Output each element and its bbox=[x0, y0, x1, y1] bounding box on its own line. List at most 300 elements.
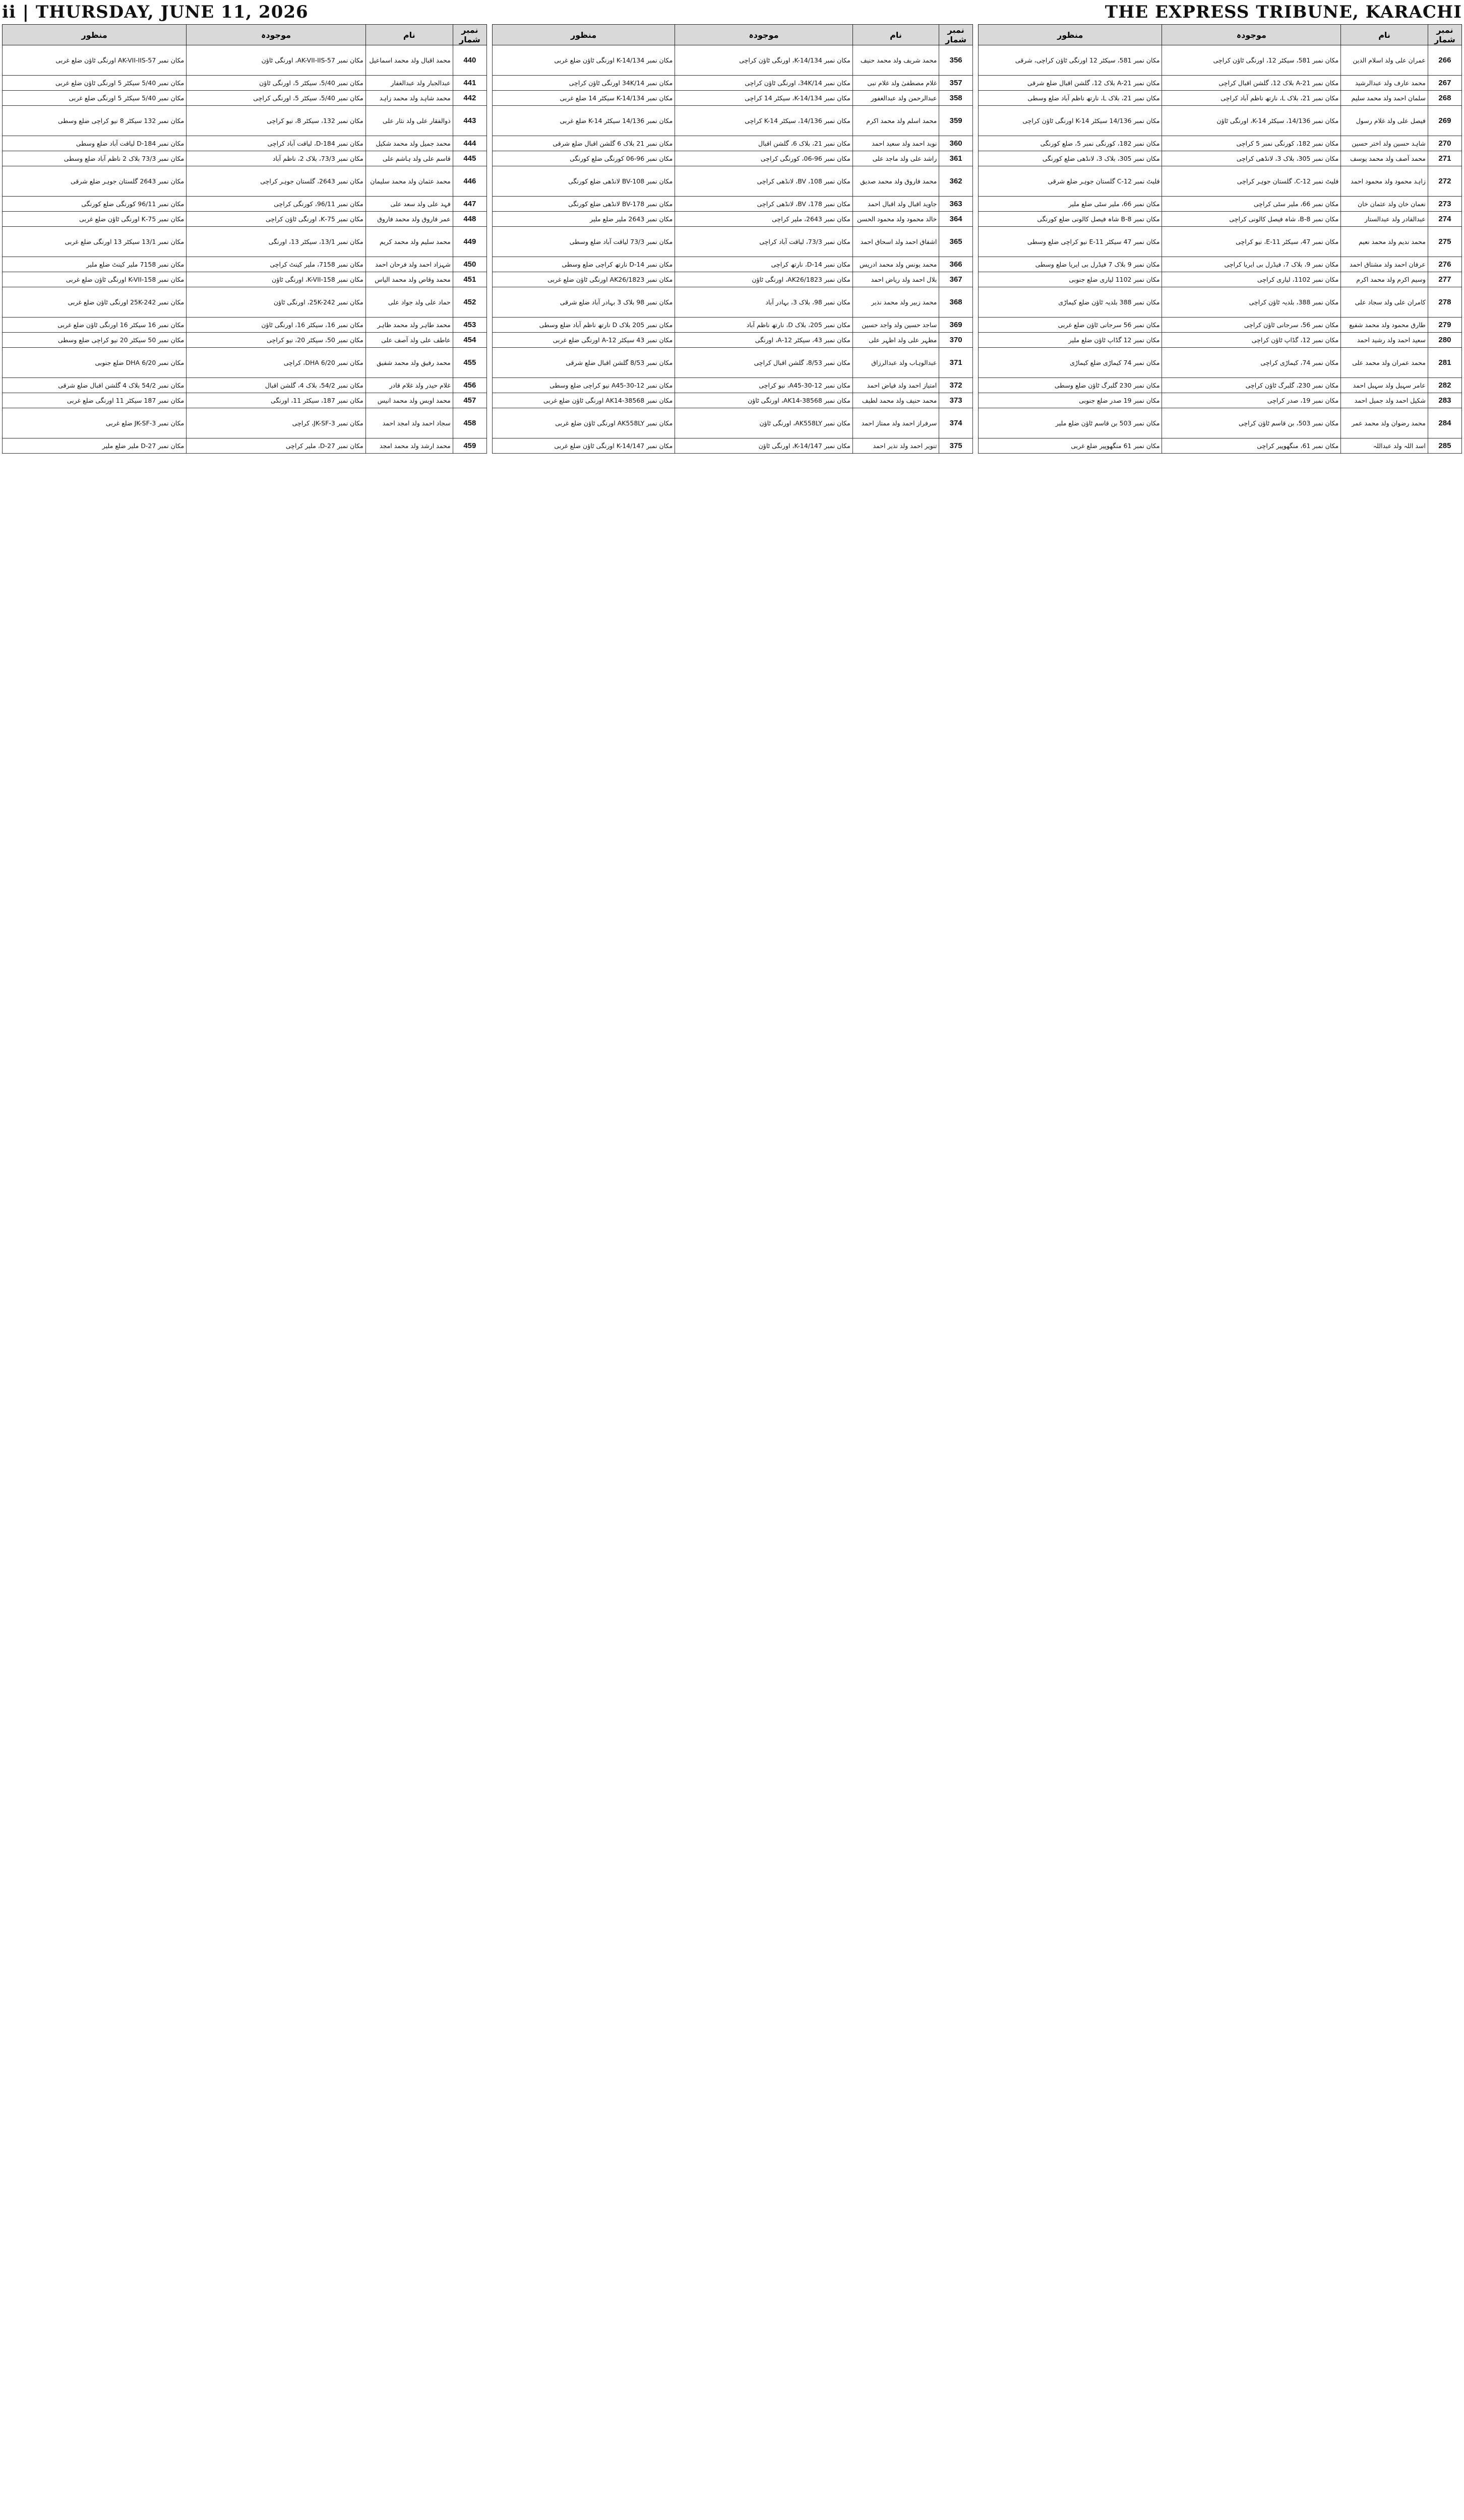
table-row bbox=[3, 45, 487, 76]
serial-cell: 270 bbox=[1428, 136, 1461, 151]
property-cell: مکان نمبر 182، کورنگی نمبر 5 کراچی bbox=[1162, 136, 1341, 151]
detail-cell: مکان نمبر 3-JK-SF ضلع غربی bbox=[3, 408, 187, 438]
detail-cell: مکان نمبر 13/1 سیکٹر 13 اورنگی ضلع غربی bbox=[3, 227, 187, 257]
detail-cell: مکان نمبر 50 سیکٹر 20 نیو کراچی ضلع وسطی bbox=[3, 333, 187, 348]
detail-cell: مکان نمبر 27-D ملیر ضلع ملیر bbox=[3, 438, 187, 454]
detail-cell: مکان نمبر 73/3 لیاقت آباد ضلع وسطی bbox=[493, 227, 675, 257]
property-cell: مکان نمبر 13/1، سیکٹر 13، اورنگی bbox=[187, 227, 366, 257]
detail-cell: مکان نمبر 5/40 سیکٹر 5 اورنگی ضلع غربی bbox=[3, 91, 187, 106]
table-column-middle bbox=[492, 24, 973, 2520]
name-cell: محمد رفیق ولد محمد شفیق bbox=[365, 348, 453, 378]
table-row bbox=[3, 106, 487, 136]
name-cell: غلام مصطفیٰ ولد غلام نبی bbox=[852, 76, 939, 91]
table-row bbox=[493, 378, 973, 393]
detail-cell: مکان نمبر 8/53 گلشن اقبال ضلع شرقی bbox=[493, 348, 675, 378]
name-cell: محمد طاہر ولد محمد ظاہر bbox=[365, 318, 453, 333]
detail-cell: مکان نمبر 12-A45-30 نیو کراچی ضلع وسطی bbox=[493, 378, 675, 393]
table-column-left bbox=[2, 24, 487, 2520]
property-cell: مکان نمبر 56، سرجانی ٹاؤن کراچی bbox=[1162, 318, 1341, 333]
table-row bbox=[493, 318, 973, 333]
detail-cell: مکان نمبر K-14/134 اورنگی ٹاؤن ضلع غربی bbox=[493, 45, 675, 76]
table-row bbox=[979, 348, 1462, 378]
property-cell: مکان نمبر B-8، شاہ فیصل کالونی کراچی bbox=[1162, 212, 1341, 227]
serial-cell: 285 bbox=[1428, 438, 1461, 454]
table-row bbox=[979, 257, 1462, 272]
property-cell: مکان نمبر 54/2، بلاک 4، گلشن اقبال bbox=[187, 378, 366, 393]
name-cell: نعمان خان ولد عثمان خان bbox=[1341, 197, 1428, 212]
serial-cell: 364 bbox=[939, 212, 973, 227]
serial-cell: 368 bbox=[939, 287, 973, 318]
table-row bbox=[3, 272, 487, 287]
detail-cell: مکان نمبر D-14 نارتھ کراچی ضلع وسطی bbox=[493, 257, 675, 272]
detail-cell: مکان نمبر K-14/147 اورنگی ٹاؤن ضلع غربی bbox=[493, 438, 675, 454]
name-cell: عرفان احمد ولد مشتاق احمد bbox=[1341, 257, 1428, 272]
property-cell: مکان نمبر 66، ملیر سٹی کراچی bbox=[1162, 197, 1341, 212]
name-cell: تنویر احمد ولد نذیر احمد bbox=[852, 438, 939, 454]
detail-cell: مکان نمبر 19 صدر ضلع جنوبی bbox=[979, 393, 1162, 408]
name-cell: محمد یونس ولد محمد ادریس bbox=[852, 257, 939, 272]
name-cell: سلمان احمد ولد محمد سلیم bbox=[1341, 91, 1428, 106]
serial-cell: 373 bbox=[939, 393, 973, 408]
detail-cell: مکان نمبر 56 سرجانی ٹاؤن ضلع غربی bbox=[979, 318, 1162, 333]
table-row bbox=[493, 76, 973, 91]
name-cell: محمد شاہد ولد محمد زاہد bbox=[365, 91, 453, 106]
name-cell: خالد محمود ولد محمود الحسن bbox=[852, 212, 939, 227]
property-cell: مکان نمبر 12، گڈاپ ٹاؤن کراچی bbox=[1162, 333, 1341, 348]
table-row bbox=[493, 272, 973, 287]
serial-cell: 455 bbox=[453, 348, 486, 378]
serial-cell: 447 bbox=[453, 197, 486, 212]
name-cell: عمران علی ولد اسلام الدین bbox=[1341, 45, 1428, 76]
property-cell: مکان نمبر 388، بلدیہ ٹاؤن کراچی bbox=[1162, 287, 1341, 318]
property-cell: مکان نمبر AK26/1823، اورنگی ٹاؤن bbox=[675, 272, 853, 287]
table-row bbox=[3, 438, 487, 454]
detail-cell: مکان نمبر AK26/1823 اورنگی ٹاؤن ضلع غربی bbox=[493, 272, 675, 287]
serial-cell: 357 bbox=[939, 76, 973, 91]
detail-cell: مکان نمبر 61 منگھوپیر ضلع غربی bbox=[979, 438, 1162, 454]
detail-cell: مکان نمبر 388 بلدیہ ٹاؤن ضلع کیماڑی bbox=[979, 287, 1162, 318]
serial-cell: 278 bbox=[1428, 287, 1461, 318]
table-row bbox=[979, 272, 1462, 287]
property-cell: مکان نمبر 21، بلاک 6، گلشن اقبال bbox=[675, 136, 853, 151]
property-cell: مکان نمبر 98، بلاک 3، بہادر آباد bbox=[675, 287, 853, 318]
property-cell: مکان نمبر 73/3، لیاقت آباد کراچی bbox=[675, 227, 853, 257]
detail-cell: مکان نمبر 2643 گلستان جوہر ضلع شرقی bbox=[3, 166, 187, 197]
serial-cell: 282 bbox=[1428, 378, 1461, 393]
detail-cell: مکان نمبر 1102 لیاری ضلع جنوبی bbox=[979, 272, 1162, 287]
serial-cell: 445 bbox=[453, 151, 486, 166]
serial-cell: 441 bbox=[453, 76, 486, 91]
name-cell: شاہد حسین ولد اختر حسین bbox=[1341, 136, 1428, 151]
table-row bbox=[3, 136, 487, 151]
detail-cell: مکان نمبر 9 بلاک 7 فیڈرل بی ایریا ضلع وسطی bbox=[979, 257, 1162, 272]
table-row bbox=[979, 76, 1462, 91]
serial-cell: 449 bbox=[453, 227, 486, 257]
table-row bbox=[3, 287, 487, 318]
serial-cell: 456 bbox=[453, 378, 486, 393]
detail-cell: مکان نمبر 96/11 کورنگی ضلع کورنگی bbox=[3, 197, 187, 212]
name-cell: وسیم اکرم ولد محمد اکرم bbox=[1341, 272, 1428, 287]
name-cell: ساجد حسین ولد واجد حسین bbox=[852, 318, 939, 333]
property-cell: مکان نمبر 19، صدر کراچی bbox=[1162, 393, 1341, 408]
header-serial: نمبر شمار bbox=[1428, 25, 1461, 45]
property-cell: مکان نمبر 1102، لیاری کراچی bbox=[1162, 272, 1341, 287]
name-cell: محمد رضوان ولد محمد عمر bbox=[1341, 408, 1428, 438]
serial-cell: 271 bbox=[1428, 151, 1461, 166]
name-cell: محمد اویس ولد محمد انیس bbox=[365, 393, 453, 408]
table-row bbox=[979, 287, 1462, 318]
table-row bbox=[3, 227, 487, 257]
name-cell: اشفاق احمد ولد اسحاق احمد bbox=[852, 227, 939, 257]
name-cell: زاہد محمود ولد محمود احمد bbox=[1341, 166, 1428, 197]
table-row bbox=[493, 212, 973, 227]
table-row bbox=[493, 333, 973, 348]
detail-cell: مکان نمبر 205 بلاک D نارتھ ناظم آباد ضلع وسطی bbox=[493, 318, 675, 333]
property-cell: مکان نمبر 2643، گلستان جوہر کراچی bbox=[187, 166, 366, 197]
table-row bbox=[3, 197, 487, 212]
detail-cell: فلیٹ نمبر C-12 گلستان جوہر ضلع شرقی bbox=[979, 166, 1162, 197]
detail-cell: مکان نمبر 66، ملیر سٹی ضلع ملیر bbox=[979, 197, 1162, 212]
property-cell: مکان نمبر 503، بن قاسم ٹاؤن کراچی bbox=[1162, 408, 1341, 438]
table-row bbox=[493, 45, 973, 76]
table-row bbox=[979, 227, 1462, 257]
serial-cell: 360 bbox=[939, 136, 973, 151]
serial-cell: 369 bbox=[939, 318, 973, 333]
table-row bbox=[493, 227, 973, 257]
name-cell: محمد ندیم ولد محمد نعیم bbox=[1341, 227, 1428, 257]
property-cell: مکان نمبر D-14، نارتھ کراچی bbox=[675, 257, 853, 272]
detail-cell: مکان نمبر 14/136 سیکٹر K-14 اورنگی ٹاؤن کراچی bbox=[979, 106, 1162, 136]
detail-cell: مکان نمبر 34K/14 اورنگی ٹاؤن کراچی bbox=[493, 76, 675, 91]
serial-cell: 367 bbox=[939, 272, 973, 287]
notice-table bbox=[978, 24, 1462, 454]
name-cell: شکیل احمد ولد جمیل احمد bbox=[1341, 393, 1428, 408]
detail-cell: مکان نمبر 47 سیکٹر 11-E نیو کراچی ضلع وسطی bbox=[979, 227, 1162, 257]
serial-cell: 356 bbox=[939, 45, 973, 76]
serial-cell: 459 bbox=[453, 438, 486, 454]
table-row bbox=[493, 151, 973, 166]
serial-cell: 268 bbox=[1428, 91, 1461, 106]
serial-cell: 374 bbox=[939, 408, 973, 438]
name-cell: عبدالرحمن ولد عبدالغفور bbox=[852, 91, 939, 106]
property-cell: مکان نمبر 9، بلاک 7، فیڈرل بی ایریا کراچی bbox=[1162, 257, 1341, 272]
name-cell: شہزاد احمد ولد فرحان احمد bbox=[365, 257, 453, 272]
table-row bbox=[979, 136, 1462, 151]
header-serial: نمبر شمار bbox=[939, 25, 973, 45]
header-detail: منظور bbox=[979, 25, 1162, 45]
header-name: نام bbox=[1341, 25, 1428, 45]
table-row bbox=[979, 166, 1462, 197]
serial-cell: 450 bbox=[453, 257, 486, 272]
name-cell: محمد عارف ولد عبدالرشید bbox=[1341, 76, 1428, 91]
detail-cell: مکان نمبر BV-108 لانڈھی ضلع کورنگی bbox=[493, 166, 675, 197]
property-cell: مکان نمبر K-14/134، اورنگی ٹاؤن کراچی bbox=[675, 45, 853, 76]
serial-cell: 267 bbox=[1428, 76, 1461, 91]
property-cell: مکان نمبر 205، بلاک D، نارتھ ناظم آباد bbox=[675, 318, 853, 333]
serial-cell: 269 bbox=[1428, 106, 1461, 136]
property-cell: مکان نمبر 61، منگھوپیر کراچی bbox=[1162, 438, 1341, 454]
detail-cell: مکان نمبر K-14/134 سیکٹر 14 ضلع غربی bbox=[493, 91, 675, 106]
table-row bbox=[3, 76, 487, 91]
table-row bbox=[493, 166, 973, 197]
serial-cell: 274 bbox=[1428, 212, 1461, 227]
property-cell: مکان نمبر 96/11، کورنگی کراچی bbox=[187, 197, 366, 212]
property-cell: مکان نمبر 12-A45-30، نیو کراچی bbox=[675, 378, 853, 393]
table-row bbox=[493, 438, 973, 454]
serial-cell: 284 bbox=[1428, 408, 1461, 438]
serial-cell: 361 bbox=[939, 151, 973, 166]
serial-cell: 359 bbox=[939, 106, 973, 136]
name-cell: محمد حنیف ولد محمد لطیف bbox=[852, 393, 939, 408]
property-cell: مکان نمبر 47، سیکٹر 11-E، نیو کراچی bbox=[1162, 227, 1341, 257]
name-cell: حماد علی ولد جواد علی bbox=[365, 287, 453, 318]
name-cell: سجاد احمد ولد امجد احمد bbox=[365, 408, 453, 438]
name-cell: سعید احمد ولد رشید احمد bbox=[1341, 333, 1428, 348]
name-cell: محمد ارشد ولد محمد امجد bbox=[365, 438, 453, 454]
table-row bbox=[3, 393, 487, 408]
table-row bbox=[979, 151, 1462, 166]
name-cell: راشد علی ولد ماجد علی bbox=[852, 151, 939, 166]
table-row bbox=[979, 106, 1462, 136]
table-row bbox=[979, 318, 1462, 333]
detail-cell: مکان نمبر 187 سیکٹر 11 اورنگی ضلع غربی bbox=[3, 393, 187, 408]
serial-cell: 266 bbox=[1428, 45, 1461, 76]
property-cell: مکان نمبر K-14/134، سیکٹر 14 کراچی bbox=[675, 91, 853, 106]
table-row bbox=[493, 393, 973, 408]
name-cell: بلال احمد ولد ریاض احمد bbox=[852, 272, 939, 287]
serial-cell: 366 bbox=[939, 257, 973, 272]
table-row bbox=[3, 257, 487, 272]
name-cell: محمد عثمان ولد محمد سلیمان bbox=[365, 166, 453, 197]
detail-cell: مکان نمبر 21 بلاک 6 گلشن اقبال ضلع شرقی bbox=[493, 136, 675, 151]
serial-cell: 275 bbox=[1428, 227, 1461, 257]
property-cell: مکان نمبر AK-VII-IIS-57، اورنگی ٹاؤن bbox=[187, 45, 366, 76]
detail-cell: مکان نمبر B-8 شاہ فیصل کالونی ضلع کورنگی bbox=[979, 212, 1162, 227]
name-cell: محمد سلیم ولد محمد کریم bbox=[365, 227, 453, 257]
serial-cell: 283 bbox=[1428, 393, 1461, 408]
serial-cell: 440 bbox=[453, 45, 486, 76]
table-row bbox=[3, 166, 487, 197]
name-cell: سرفراز احمد ولد ممتاز احمد bbox=[852, 408, 939, 438]
table-row bbox=[3, 378, 487, 393]
detail-cell: مکان نمبر K-VII-158 اورنگی ٹاؤن ضلع غربی bbox=[3, 272, 187, 287]
property-cell: مکان نمبر 305، بلاک 3، لانڈھی کراچی bbox=[1162, 151, 1341, 166]
name-cell: محمد شریف ولد محمد حنیف bbox=[852, 45, 939, 76]
property-cell: مکان نمبر 8/53، گلشن اقبال کراچی bbox=[675, 348, 853, 378]
detail-cell: مکان نمبر D-184 لیاقت آباد ضلع وسطی bbox=[3, 136, 187, 151]
detail-cell: مکان نمبر 12 گڈاپ ٹاؤن ضلع ملیر bbox=[979, 333, 1162, 348]
property-cell: مکان نمبر 14/136، سیکٹر K-14 کراچی bbox=[675, 106, 853, 136]
serial-cell: 452 bbox=[453, 287, 486, 318]
name-cell: نوید احمد ولد سعید احمد bbox=[852, 136, 939, 151]
detail-cell: مکان نمبر 98 بلاک 3 بہادر آباد ضلع شرقی bbox=[493, 287, 675, 318]
name-cell: عبدالوہاب ولد عبدالرزاق bbox=[852, 348, 939, 378]
table-column-right bbox=[978, 24, 1462, 2520]
serial-cell: 370 bbox=[939, 333, 973, 348]
name-cell: عبدالجبار ولد عبدالغفار bbox=[365, 76, 453, 91]
table-row bbox=[493, 136, 973, 151]
property-cell: مکان نمبر 5/40، سیکٹر 5، اورنگی کراچی bbox=[187, 91, 366, 106]
property-cell: مکان نمبر 74، کیماڑی کراچی bbox=[1162, 348, 1341, 378]
detail-cell: مکان نمبر 96-06 کورنگی ضلع کورنگی bbox=[493, 151, 675, 166]
property-cell: مکان نمبر 230، گلبرگ ٹاؤن کراچی bbox=[1162, 378, 1341, 393]
table-row bbox=[979, 408, 1462, 438]
table-row bbox=[493, 197, 973, 212]
table-row bbox=[3, 318, 487, 333]
detail-cell: مکان نمبر 21، بلاک L، نارتھ ناظم آباد ضلع وسطی bbox=[979, 91, 1162, 106]
property-cell: مکان نمبر 21، بلاک L، نارتھ ناظم آباد کراچی bbox=[1162, 91, 1341, 106]
serial-cell: 280 bbox=[1428, 333, 1461, 348]
serial-cell: 273 bbox=[1428, 197, 1461, 212]
detail-cell: مکان نمبر 73/3 بلاک 2 ناظم آباد ضلع وسطی bbox=[3, 151, 187, 166]
name-cell: کامران علی ولد سجاد علی bbox=[1341, 287, 1428, 318]
name-cell: محمد اسلم ولد محمد اکرم bbox=[852, 106, 939, 136]
serial-cell: 446 bbox=[453, 166, 486, 197]
property-cell: مکان نمبر 7158، ملیر کینٹ کراچی bbox=[187, 257, 366, 272]
property-cell: مکان نمبر D-184، لیاقت آباد کراچی bbox=[187, 136, 366, 151]
name-cell: عامر سہیل ولد سہیل احمد bbox=[1341, 378, 1428, 393]
serial-cell: 448 bbox=[453, 212, 486, 227]
table-row bbox=[979, 197, 1462, 212]
serial-cell: 453 bbox=[453, 318, 486, 333]
serial-cell: 458 bbox=[453, 408, 486, 438]
table-row bbox=[3, 348, 487, 378]
detail-cell: مکان نمبر 182، کورنگی نمبر 5، ضلع کورنگی bbox=[979, 136, 1162, 151]
detail-cell: مکان نمبر 132 سیکٹر 8 نیو کراچی ضلع وسطی bbox=[3, 106, 187, 136]
detail-cell: مکان نمبر A-21 بلاک 12، گلشن اقبال ضلع شرقی bbox=[979, 76, 1162, 91]
serial-cell: 444 bbox=[453, 136, 486, 151]
header-name: نام bbox=[365, 25, 453, 45]
serial-cell: 451 bbox=[453, 272, 486, 287]
name-cell: محمد عمران ولد محمد علی bbox=[1341, 348, 1428, 378]
detail-cell: مکان نمبر 16 سیکٹر 16 اورنگی ٹاؤن ضلع غربی bbox=[3, 318, 187, 333]
header-detail: منظور bbox=[3, 25, 187, 45]
serial-cell: 363 bbox=[939, 197, 973, 212]
property-cell: مکان نمبر K-14/147، اورنگی ٹاؤن bbox=[675, 438, 853, 454]
name-cell: فیصل علی ولد غلام رسول bbox=[1341, 106, 1428, 136]
name-cell: محمد آصف ولد محمد یوسف bbox=[1341, 151, 1428, 166]
table-row bbox=[3, 333, 487, 348]
name-cell: محمد زبیر ولد محمد نذیر bbox=[852, 287, 939, 318]
detail-cell: مکان نمبر AK14-38568 اورنگی ٹاؤن ضلع غربی bbox=[493, 393, 675, 408]
detail-cell: مکان نمبر AK558LY اورنگی ٹاؤن ضلع غربی bbox=[493, 408, 675, 438]
serial-cell: 454 bbox=[453, 333, 486, 348]
name-cell: فہد علی ولد سعد علی bbox=[365, 197, 453, 212]
table-row bbox=[979, 378, 1462, 393]
notice-table bbox=[492, 24, 973, 454]
masthead bbox=[0, 0, 1464, 22]
property-cell: مکان نمبر 27-D، ملیر کراچی bbox=[187, 438, 366, 454]
table-row bbox=[979, 45, 1462, 76]
property-cell: مکان نمبر 16، سیکٹر 16، اورنگی ٹاؤن bbox=[187, 318, 366, 333]
serial-cell: 372 bbox=[939, 378, 973, 393]
property-cell: مکان نمبر 73/3، بلاک 2، ناظم آباد bbox=[187, 151, 366, 166]
name-cell: عاطف علی ولد آصف علی bbox=[365, 333, 453, 348]
name-cell: مظہر علی ولد اظہر علی bbox=[852, 333, 939, 348]
header-property: موجودہ bbox=[675, 25, 853, 45]
table-row bbox=[979, 91, 1462, 106]
serial-cell: 358 bbox=[939, 91, 973, 106]
serial-cell: 362 bbox=[939, 166, 973, 197]
detail-cell: مکان نمبر BV-178 لانڈھی ضلع کورنگی bbox=[493, 197, 675, 212]
name-cell: محمد جمیل ولد محمد شکیل bbox=[365, 136, 453, 151]
name-cell: محمد وقاص ولد محمد الیاس bbox=[365, 272, 453, 287]
detail-cell: مکان نمبر 230 گلبرگ ٹاؤن ضلع وسطی bbox=[979, 378, 1162, 393]
serial-cell: 457 bbox=[453, 393, 486, 408]
property-cell: مکان نمبر 581، سیکٹر 12، اورنگی ٹاؤن کراچی bbox=[1162, 45, 1341, 76]
property-cell: مکان نمبر 96-06، کورنگی کراچی bbox=[675, 151, 853, 166]
name-cell: عمر فاروق ولد محمد فاروق bbox=[365, 212, 453, 227]
serial-cell: 375 bbox=[939, 438, 973, 454]
detail-cell: مکان نمبر 503 بن قاسم ٹاؤن ضلع ملیر bbox=[979, 408, 1162, 438]
issue-date: ii | THURSDAY, JUNE 11, 2026 bbox=[2, 2, 309, 22]
property-cell: مکان نمبر 132، سیکٹر 8، نیو کراچی bbox=[187, 106, 366, 136]
property-cell: مکان نمبر 187، سیکٹر 11، اورنگی bbox=[187, 393, 366, 408]
table-row bbox=[493, 106, 973, 136]
serial-cell: 371 bbox=[939, 348, 973, 378]
detail-cell: مکان نمبر 2643 ملیر ضلع ملیر bbox=[493, 212, 675, 227]
property-cell: مکان نمبر 43، سیکٹر 12-A، اورنگی bbox=[675, 333, 853, 348]
serial-cell: 365 bbox=[939, 227, 973, 257]
header-name: نام bbox=[852, 25, 939, 45]
property-cell: مکان نمبر 14/136، سیکٹر K-14، اورنگی ٹاؤن bbox=[1162, 106, 1341, 136]
header-serial: نمبر شمار bbox=[453, 25, 486, 45]
table-row bbox=[3, 91, 487, 106]
detail-cell: مکان نمبر 305، بلاک 3، لانڈھی ضلع کورنگی bbox=[979, 151, 1162, 166]
table-row bbox=[979, 393, 1462, 408]
property-cell: مکان نمبر 34K/14، اورنگی ٹاؤن کراچی bbox=[675, 76, 853, 91]
detail-cell: مکان نمبر 7158 ملیر کینٹ ضلع ملیر bbox=[3, 257, 187, 272]
notice-table bbox=[2, 24, 487, 454]
table-row bbox=[493, 91, 973, 106]
newspaper-name: THE EXPRESS TRIBUNE, KARACHI bbox=[1105, 2, 1462, 22]
serial-cell: 277 bbox=[1428, 272, 1461, 287]
property-cell: مکان نمبر 5/40، سیکٹر 5، اورنگی ٹاؤن bbox=[187, 76, 366, 91]
detail-cell: مکان نمبر 75-K اورنگی ٹاؤن ضلع غربی bbox=[3, 212, 187, 227]
serial-cell: 443 bbox=[453, 106, 486, 136]
serial-cell: 442 bbox=[453, 91, 486, 106]
table-row bbox=[493, 287, 973, 318]
name-cell: طارق محمود ولد محمد شفیع bbox=[1341, 318, 1428, 333]
detail-cell: مکان نمبر 74 کیماڑی ضلع کیماڑی bbox=[979, 348, 1162, 378]
table-row bbox=[3, 151, 487, 166]
name-cell: ذوالفقار علی ولد نثار علی bbox=[365, 106, 453, 136]
header-detail: منظور bbox=[493, 25, 675, 45]
property-cell: فلیٹ نمبر C-12، گلستان جوہر کراچی bbox=[1162, 166, 1341, 197]
property-cell: مکان نمبر K-VII-158، اورنگی ٹاؤن bbox=[187, 272, 366, 287]
detail-cell: مکان نمبر 54/2 بلاک 4 گلشن اقبال ضلع شرقی bbox=[3, 378, 187, 393]
property-cell: مکان نمبر 2643، ملیر کراچی bbox=[675, 212, 853, 227]
detail-cell: مکان نمبر 581، سیکٹر 12 اورنگی ٹاؤن کراچی، شرقی bbox=[979, 45, 1162, 76]
detail-cell: مکان نمبر 43 سیکٹر 12-A اورنگی ضلع غربی bbox=[493, 333, 675, 348]
table-row bbox=[979, 212, 1462, 227]
table-row bbox=[493, 408, 973, 438]
property-cell: مکان نمبر AK558LY، اورنگی ٹاؤن bbox=[675, 408, 853, 438]
table-row bbox=[3, 408, 487, 438]
property-cell: مکان نمبر 25K-242، اورنگی ٹاؤن bbox=[187, 287, 366, 318]
table-row bbox=[979, 333, 1462, 348]
header-property: موجودہ bbox=[187, 25, 366, 45]
detail-cell: مکان نمبر DHA 6/20 ضلع جنوبی bbox=[3, 348, 187, 378]
name-cell: امتیاز احمد ولد فیاض احمد bbox=[852, 378, 939, 393]
detail-cell: مکان نمبر 25K-242 اورنگی ٹاؤن ضلع غربی bbox=[3, 287, 187, 318]
serial-cell: 281 bbox=[1428, 348, 1461, 378]
name-cell: جاوید اقبال ولد اقبال احمد bbox=[852, 197, 939, 212]
serial-cell: 276 bbox=[1428, 257, 1461, 272]
property-cell: مکان نمبر 108، BV، لانڈھی کراچی bbox=[675, 166, 853, 197]
detail-cell: مکان نمبر 5/40 سیکٹر 5 اورنگی ٹاؤن ضلع غربی bbox=[3, 76, 187, 91]
serial-cell: 279 bbox=[1428, 318, 1461, 333]
